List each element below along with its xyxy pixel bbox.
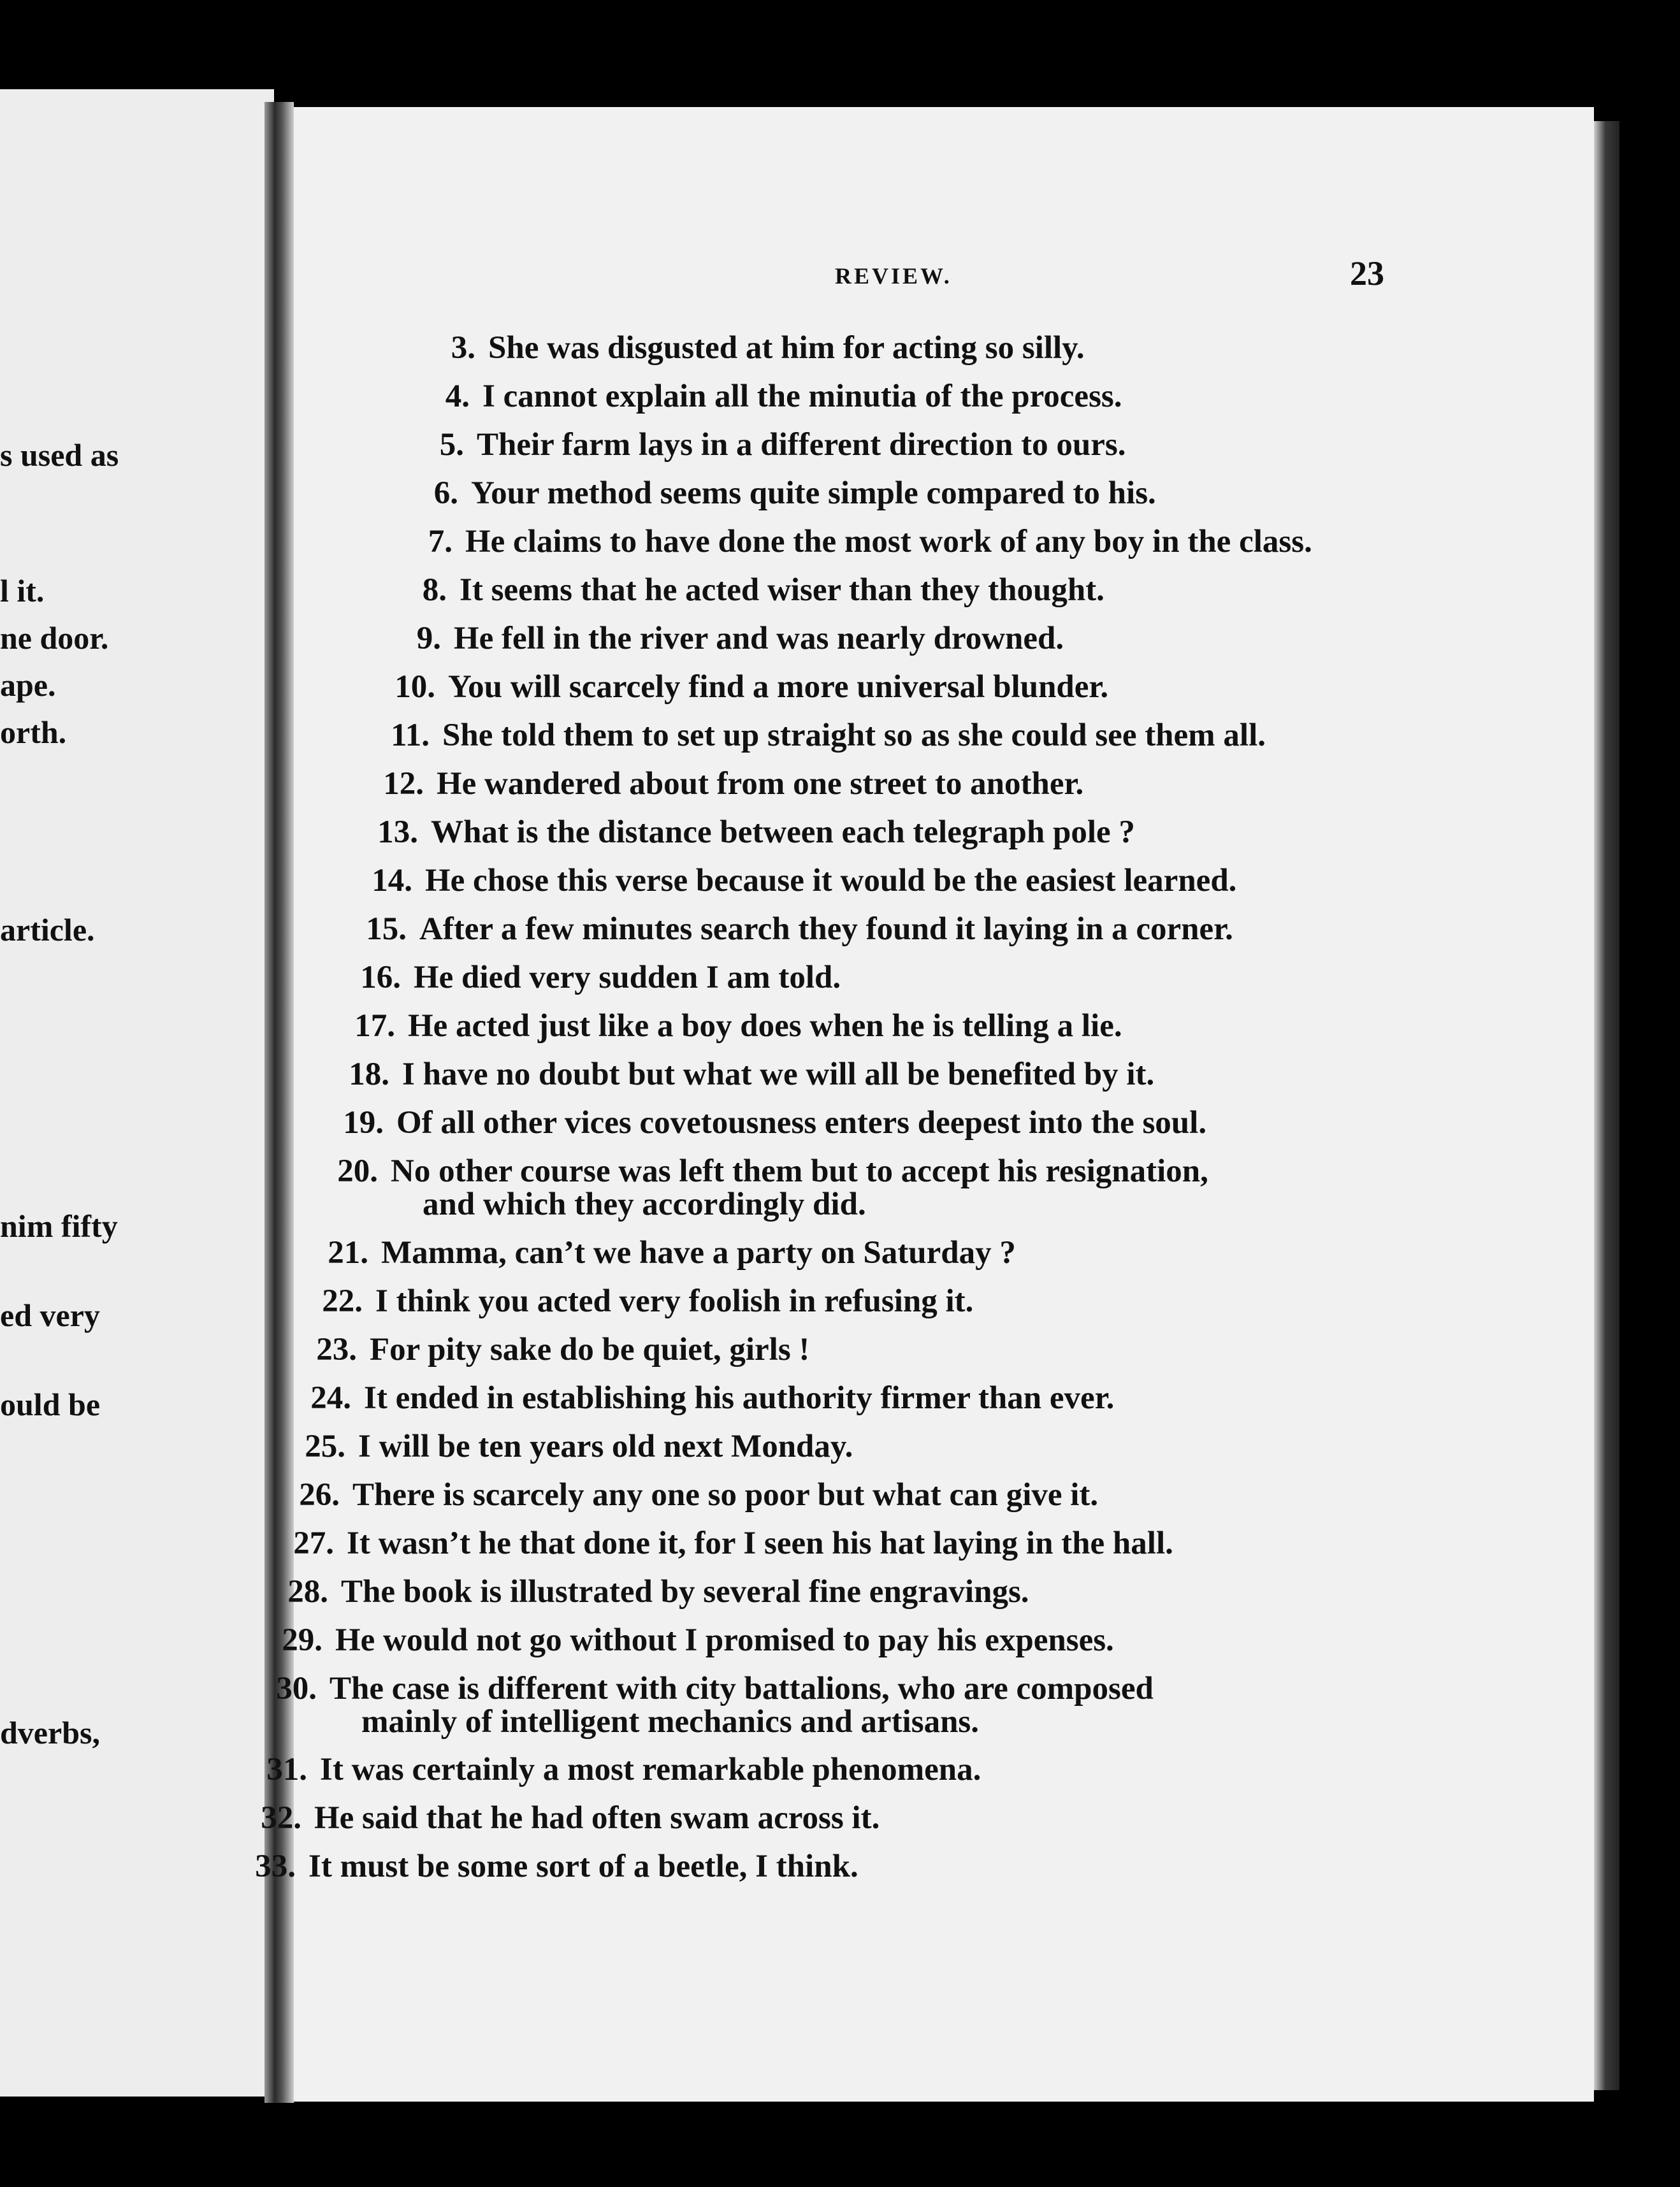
sentence-text: He claims to have done the most work of any boy in the class. bbox=[465, 524, 1312, 559]
sentence-number: 13. bbox=[377, 814, 418, 850]
sentence-item bbox=[284, 1427, 1680, 1466]
sentence-text: He fell in the river and was nearly drowned. bbox=[454, 621, 1064, 656]
sentence-number: 16. bbox=[360, 960, 401, 995]
sentence-item bbox=[301, 1281, 1680, 1321]
sentence-text: He would not go without I promised to pay his expenses. bbox=[335, 1622, 1114, 1658]
sentence-number: 4. bbox=[445, 379, 470, 414]
sentence-text: I have no doubt but what we will all be benefited by it. bbox=[402, 1057, 1155, 1092]
sentence-number: 8. bbox=[422, 572, 447, 608]
sentence-number: 20. bbox=[337, 1153, 378, 1189]
sentence-number: 30. bbox=[276, 1670, 317, 1707]
sentence-number: 23. bbox=[316, 1331, 357, 1368]
sentence-number: 5. bbox=[439, 427, 464, 463]
running-head: REVIEW. bbox=[835, 263, 952, 289]
sentence-text: There is scarcely any one so poor but what can give it. bbox=[352, 1476, 1099, 1513]
sentence-text: He wandered about from one street to another. bbox=[437, 766, 1084, 802]
sentence-text: It must be some sort of a beetle, I think. bbox=[308, 1849, 858, 1885]
sentence-text: He said that he had often swam across it. bbox=[314, 1800, 880, 1837]
sentence-item bbox=[290, 1378, 1680, 1418]
sentence-number: 27. bbox=[293, 1525, 334, 1561]
sentence-item bbox=[386, 570, 1680, 610]
sentence-text: No other course was left them but to accept his resignation, bbox=[391, 1153, 1208, 1189]
sentence-text: The case is different with city battalions, who are composed bbox=[329, 1670, 1154, 1707]
sentence-number: 21. bbox=[328, 1234, 368, 1271]
sentence-item bbox=[240, 1798, 1680, 1838]
sentence-text: He acted just like a boy does when he is telling a lie. bbox=[408, 1008, 1122, 1044]
sentence-number: 22. bbox=[322, 1283, 363, 1319]
sentence-text: It wasn’t he that done it, for I seen his hat laying in the hall. bbox=[347, 1525, 1173, 1561]
sentence-text: Your method seems quite simple compared to his. bbox=[471, 475, 1156, 511]
sentence-item bbox=[261, 1620, 1680, 1660]
sentence-text: For pity sake do be quiet, girls ! bbox=[370, 1331, 810, 1368]
sentence-item bbox=[345, 909, 1680, 949]
sentence-item bbox=[296, 1330, 1680, 1369]
sentence-text: I will be ten years old next Monday. bbox=[358, 1428, 853, 1464]
sentence-item bbox=[357, 812, 1680, 852]
sentence-text: She was disgusted at him for acting so silly. bbox=[488, 330, 1085, 366]
sentence-number: 12. bbox=[383, 766, 424, 802]
sentence-number: 15. bbox=[366, 911, 407, 947]
sentence-continuation: mainly of intelligent mechanics and artisans. bbox=[361, 1703, 980, 1740]
left-page-text-fragment: s used as bbox=[0, 437, 119, 473]
sentence-text: It ended in establishing his authority firmer than ever. bbox=[364, 1380, 1115, 1416]
sentence-item bbox=[279, 1475, 1680, 1515]
sentence-item bbox=[340, 958, 1680, 997]
sentence-number: 6. bbox=[433, 475, 458, 511]
sentence-number: 32. bbox=[261, 1800, 301, 1837]
sentence-text: I cannot explain all the minutia of the process. bbox=[482, 379, 1122, 414]
sentence-item bbox=[307, 1233, 1680, 1273]
sentence-number: 11. bbox=[391, 718, 430, 753]
left-page bbox=[0, 89, 274, 2097]
sentence-item bbox=[368, 716, 1680, 755]
left-page-text-fragment: ed very bbox=[0, 1297, 100, 1333]
sentence-number: 3. bbox=[451, 330, 475, 366]
sentence-item bbox=[391, 522, 1680, 561]
sentence-number: 18. bbox=[349, 1057, 389, 1092]
sentence-number: 10. bbox=[395, 669, 435, 705]
sentence-item bbox=[409, 377, 1680, 416]
sentence-number: 31. bbox=[266, 1752, 307, 1788]
left-page-text-fragment: ape. bbox=[0, 667, 56, 703]
sentence-number: 19. bbox=[343, 1105, 384, 1141]
left-page-text-fragment: dverbs, bbox=[0, 1715, 100, 1750]
sentence-text: I think you acted very foolish in refusing it. bbox=[375, 1283, 974, 1319]
sentence-item bbox=[403, 425, 1680, 465]
sentence-text: He died very sudden I am told. bbox=[414, 960, 841, 995]
sentence-text: It was certainly a most remarkable phenomena. bbox=[320, 1752, 981, 1788]
sentence-text: The book is illustrated by several fine engravings. bbox=[341, 1573, 1029, 1610]
sentence-text: She told them to set up straight so as she could see them all. bbox=[442, 718, 1266, 753]
left-page-text-fragment: ne door. bbox=[0, 620, 109, 656]
page-number: 23 bbox=[1350, 254, 1384, 292]
sentence-number: 9. bbox=[416, 621, 441, 656]
sentence-text: Mamma, can’t we have a party on Saturday ? bbox=[381, 1234, 1016, 1271]
sentence-text: You will scarcely find a more universal blunder. bbox=[448, 669, 1109, 705]
sentence-number: 29. bbox=[282, 1622, 322, 1658]
sentence-item bbox=[235, 1847, 1680, 1886]
left-page-text-fragment: article. bbox=[0, 912, 95, 948]
sentence-continuation: and which they accordingly did. bbox=[423, 1187, 866, 1222]
left-page-text-fragment: l it. bbox=[0, 573, 45, 609]
sentence-text: After a few minutes search they found it laying in a corner. bbox=[419, 911, 1233, 947]
left-page-text-fragment: nim fifty bbox=[0, 1208, 118, 1244]
sentence-item bbox=[414, 328, 1680, 368]
left-page-text-fragment: ould be bbox=[0, 1387, 101, 1422]
sentence-number: 26. bbox=[299, 1476, 340, 1513]
sentence-number: 24. bbox=[310, 1380, 351, 1416]
sentence-text: It seems that he acted wiser than they thought. bbox=[460, 572, 1104, 608]
sentence-item bbox=[351, 861, 1680, 900]
sentence-number: 7. bbox=[428, 524, 453, 559]
sentence-item bbox=[246, 1750, 1680, 1789]
sentence-text: Of all other vices covetousness enters deepest into the soul. bbox=[396, 1105, 1207, 1141]
sentence-item bbox=[322, 1103, 1680, 1143]
sentence-text: He chose this verse because it would be the easiest learned. bbox=[425, 863, 1237, 899]
sentence-number: 33. bbox=[255, 1849, 296, 1885]
sentence-item bbox=[363, 764, 1680, 804]
sentence-item bbox=[328, 1055, 1680, 1094]
sentence-item bbox=[380, 619, 1680, 658]
sentence-text: Their farm lays in a different direction to ours. bbox=[477, 427, 1126, 463]
left-page-text-fragment: orth. bbox=[0, 714, 67, 750]
sentence-item bbox=[334, 1006, 1680, 1046]
sentence-text: What is the distance between each telegraph pole ? bbox=[431, 814, 1135, 850]
sentence-item bbox=[397, 473, 1680, 513]
sentence-item bbox=[273, 1524, 1680, 1563]
sentence-number: 28. bbox=[287, 1573, 328, 1610]
sentence-item bbox=[374, 667, 1680, 707]
sentence-number: 17. bbox=[354, 1008, 395, 1044]
sentence-item bbox=[267, 1572, 1680, 1612]
sentence-number: 14. bbox=[372, 863, 412, 899]
sentence-number: 25. bbox=[305, 1428, 345, 1464]
